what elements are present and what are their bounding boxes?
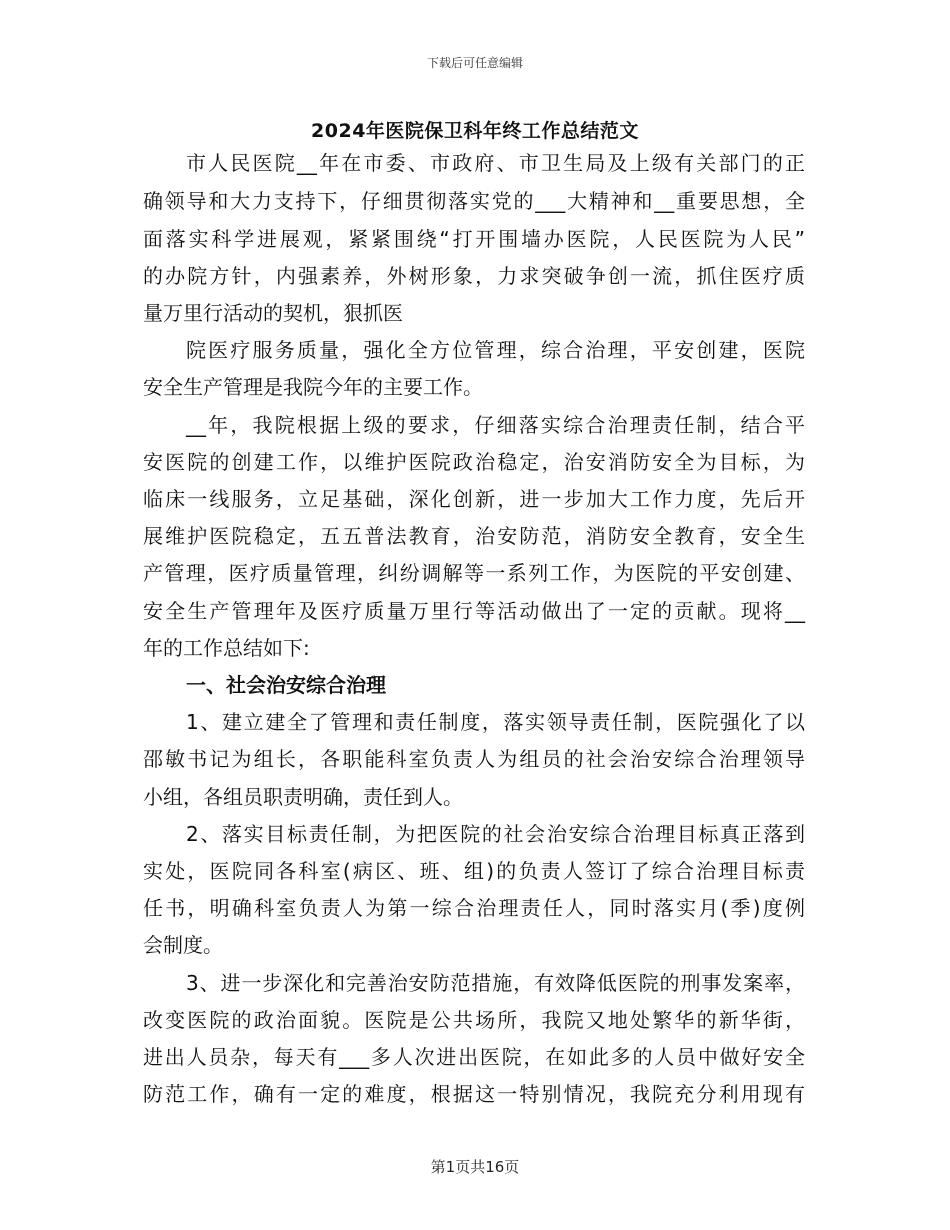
- body-line: 任书，明确科室负责人为第一综合治理责任人，同时落实月(季)度例: [143, 896, 805, 920]
- body-line: 的办院方针，内强素养，外树形象，力求突破争创一流，抓住医疗质: [143, 264, 805, 288]
- body-line: 年的工作总结如下:: [143, 636, 310, 660]
- page-footer: 第1页共16页: [430, 1158, 520, 1176]
- body-line: 防范工作，确有一定的难度，根据这一特别情况，我院充分利用现有: [143, 1082, 805, 1106]
- body-line: 会制度。: [143, 933, 223, 957]
- page-header: 下载后可任意编辑: [426, 56, 523, 70]
- body-line: 2、落实目标责任制，为把医院的社会治安综合治理目标真正落到: [186, 822, 805, 846]
- body-line: 1、建立建全了管理和责任制度，落实领导责任制，医院强化了以: [186, 710, 805, 734]
- body-line: 展维护医院稳定，五五普法教育，治安防范，消防安全教育，安全生: [143, 524, 805, 548]
- body-line: 面落实科学进展观，紧紧围绕“打开围墙办医院，人民医院为人民”: [143, 227, 805, 251]
- document-title: 2024年医院保卫科年终工作总结范文: [311, 120, 639, 142]
- body-line: __年，我院根据上级的要求，仔细落实综合治理责任制，结合平: [186, 413, 805, 437]
- body-line: 实处，医院同各科室(病区、班、组)的负责人签订了综合治理目标责: [143, 859, 805, 883]
- section-heading: 一、社会治安综合治理: [186, 673, 386, 697]
- body-line: 改变医院的政治面貌。医院是公共场所，我院又地处繁华的新华街，: [143, 1008, 805, 1032]
- body-line: 小组，各组员职责明确，责任到人。: [143, 785, 463, 809]
- body-line: 安医院的创建工作，以维护医院政治稳定，治安消防安全为目标，为: [143, 450, 805, 474]
- body-line: 3、进一步深化和完善治安防范措施，有效降低医院的刑事发案率，: [186, 971, 805, 995]
- body-line: 邵敏书记为组长，各职能科室负责人为组员的社会治安综合治理领导: [143, 747, 805, 771]
- body-line: 安全生产管理年及医疗质量万里行等活动做出了一定的贡献。现将__: [143, 599, 805, 623]
- body-line: 产管理，医疗质量管理，纠纷调解等一系列工作，为医院的平安创建、: [143, 561, 805, 585]
- body-line: 量万里行活动的契机，狠抓医: [143, 301, 403, 325]
- body-line: 院医疗服务质量，强化全方位管理，综合治理，平安创建，医院: [186, 338, 805, 362]
- body-line: 临床一线服务，立足基础，深化创新，进一步加大工作力度，先后开: [143, 487, 805, 511]
- body-line: 市人民医院__年在市委、市政府、市卫生局及上级有关部门的正: [186, 151, 805, 175]
- body-line: 安全生产管理是我院今年的主要工作。: [143, 375, 483, 399]
- body-line: 进出人员杂，每天有___多人次进出医院，在如此多的人员中做好安全: [143, 1045, 805, 1069]
- body-line: 确领导和大力支持下，仔细贯彻落实党的___大精神和__重要思想，全: [143, 189, 805, 213]
